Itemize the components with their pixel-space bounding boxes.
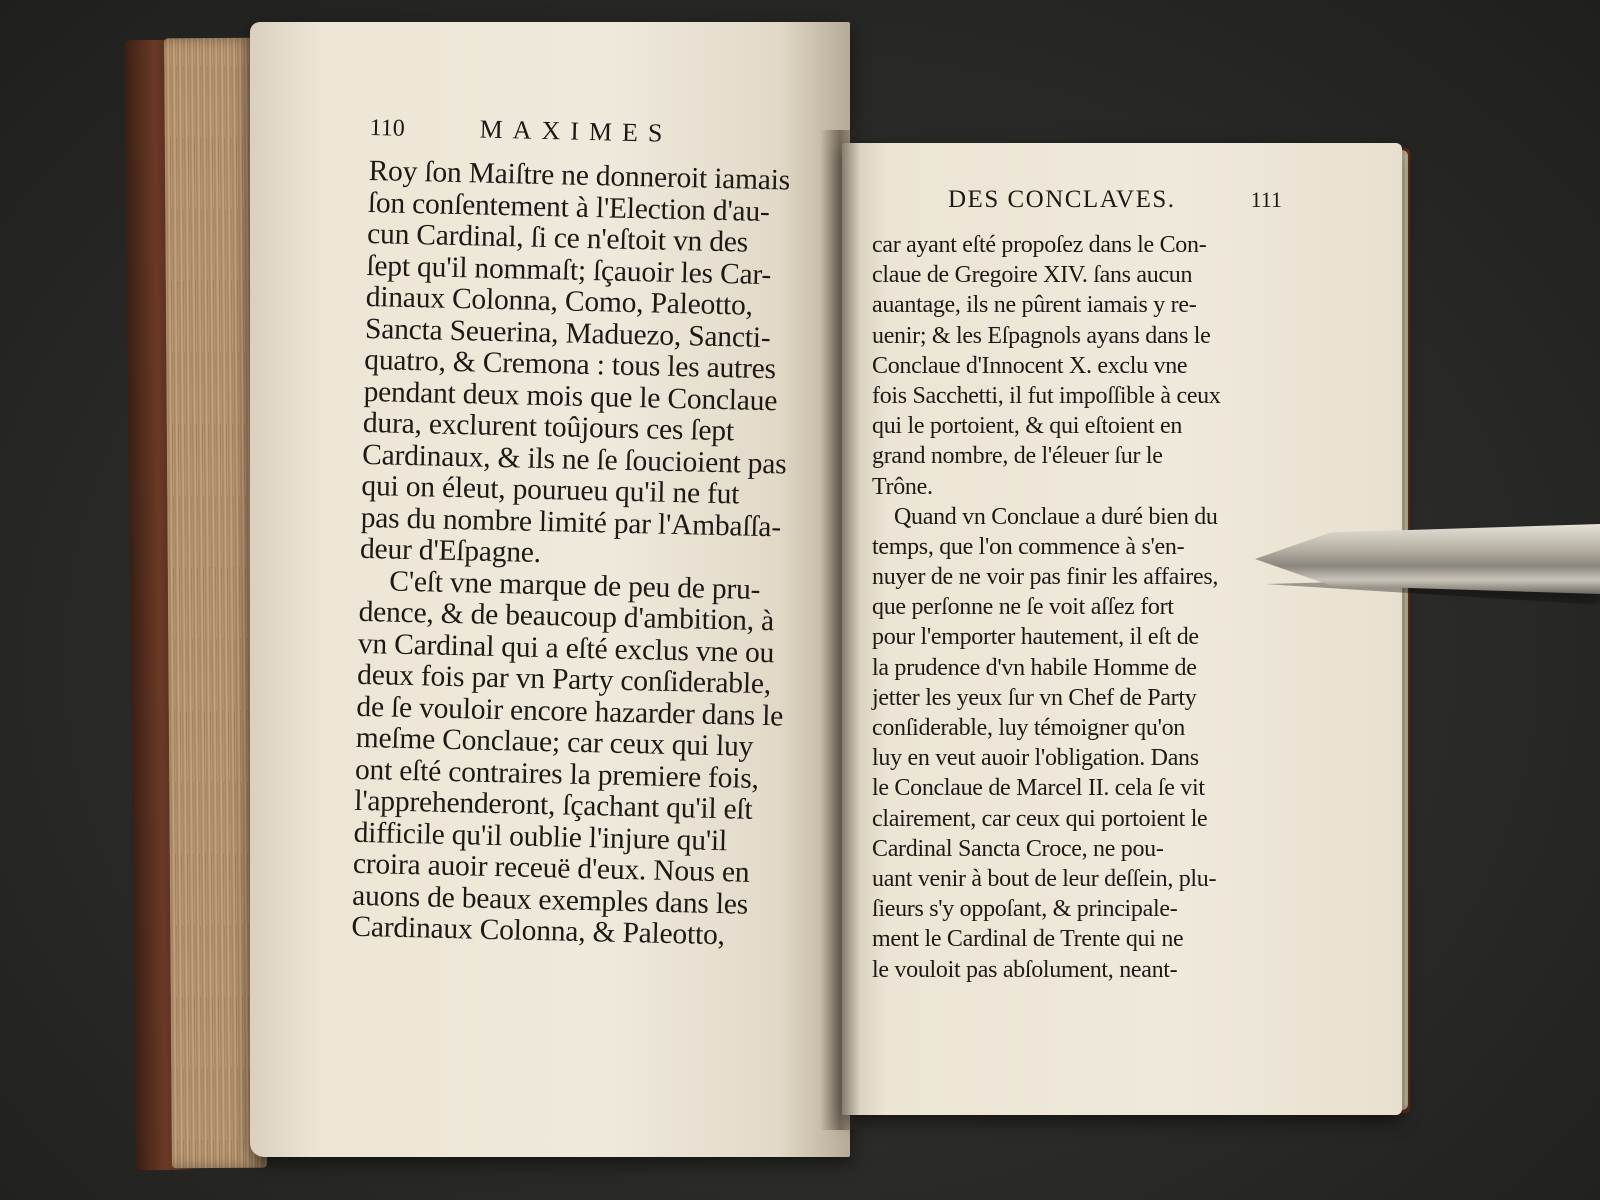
text-line: conſiderable, luy témoigner qu'on <box>872 715 1185 741</box>
text-line: ſieurs s'y oppoſant, & principale- <box>872 896 1178 923</box>
text-line: quatro, & Cremona : tous les autres <box>364 343 777 386</box>
text-line: claue de Gregoire XIV. ſans aucun <box>872 262 1193 289</box>
text-line: ſept qu'il nommaſt; ſçauoir les Car- <box>366 249 772 291</box>
text-line: cun Cardinal, ſi ce n'eſtoit vn des <box>366 217 749 259</box>
text-line: luy en veut auoir l'obligation. Dans <box>872 745 1199 772</box>
text-line: pour l'emporter hautement, il eſt de <box>872 624 1199 651</box>
text-line: grand nombre, de l'éleuer ſur le <box>872 443 1163 470</box>
text-line: ſon conſentement à l'Election d'au- <box>367 186 770 228</box>
text-line: jetter les yeux ſur vn Chef de Party <box>872 684 1197 711</box>
text-line: Sancta Seuerina, Maduezo, Sancti- <box>364 312 771 354</box>
text-line: dence, & de beaucoup d'ambition, à <box>358 595 775 638</box>
right-page-header <box>872 186 1282 230</box>
text-line: clairement, car ceux qui portoient le <box>872 805 1208 832</box>
left-page-body <box>351 156 819 954</box>
text-line: qui le portoient, & qui eſtoient en <box>872 413 1183 440</box>
text-line: Cardinaux Colonna, & Paleotto, <box>351 910 726 952</box>
text-line: nuyer de ne voir pas finir les affaires, <box>872 564 1219 591</box>
text-line: auons de beaux exemples dans les <box>351 879 749 921</box>
text-line: temps, que l'on commence à s'en- <box>872 533 1185 560</box>
text-line: Cardinaux, & ils ne ſe ſoucioient pas <box>361 438 787 481</box>
text-line: Quand vn Conclaue a duré bien du <box>894 503 1218 530</box>
text-line: meſme Conclaue; car ceux qui luy <box>355 721 754 763</box>
text-line: C'eſt vne marque de peu de pru- <box>389 565 761 606</box>
text-line: croira auoir receuë d'eux. Nous en <box>352 847 750 889</box>
text-line: auantage, ils ne pûrent iamais y re- <box>872 292 1197 319</box>
left-page-number: 110 <box>369 114 406 142</box>
right-page-text <box>872 186 1282 985</box>
text-line: Trône. <box>872 473 933 500</box>
right-page-body <box>872 230 1282 985</box>
text-line: vn Cardinal qui a eſté exclus vne ou <box>357 627 775 669</box>
text-line: l'apprehenderont, ſçachant qu'il eſt <box>354 784 753 826</box>
text-line: ment le Cardinal de Trente qui ne <box>872 926 1184 953</box>
text-line: ont eſté contraires la premiere fois, <box>354 753 760 795</box>
text-line: que perſonne ne ſe voit aſſez fort <box>872 594 1174 621</box>
text-line: car ayant eſté propoſez dans le Con- <box>872 232 1207 258</box>
text-line: pendant deux mois que le Conclaue <box>363 375 778 417</box>
text-line: Conclaue d'Innocent X. exclu vne <box>872 352 1188 379</box>
text-line: la prudence d'vn habile Homme de <box>872 654 1197 681</box>
text-line: qui on éleut, pourueu qu'il ne fut <box>361 469 740 511</box>
book-gutter <box>820 130 860 1130</box>
text-line: le Conclaue de Marcel II. cela ſe vit <box>872 775 1205 802</box>
text-line: le vouloit pas abſolument, neant- <box>872 956 1178 983</box>
text-line: deux fois par vn Party conſiderable, <box>356 658 772 701</box>
text-line: difficile qu'il oublie l'injure qu'il <box>353 816 728 857</box>
text-line: de ſe vouloir encore hazarder dans le <box>356 690 784 733</box>
text-line: dura, exclurent toûjours ces ſept <box>362 406 735 448</box>
text-line: fois Sacchetti, il fut impoſſible à ceux <box>872 382 1221 409</box>
text-line: deur d'Eſpagne. <box>359 532 542 569</box>
left-running-title: MAXIMES <box>479 114 673 148</box>
text-line: uenir; & les Eſpagnols ayans dans le <box>872 322 1211 349</box>
right-running-title: DES CONCLAVES. <box>948 186 1176 213</box>
text-line: dinaux Colonna, Como, Paleotto, <box>365 280 754 322</box>
left-page-text <box>351 112 820 953</box>
text-line: Roy ſon Maiſtre ne donneroit iamais <box>368 154 791 197</box>
right-page-number: 111 <box>1250 187 1282 212</box>
text-line: Cardinal Sancta Croce, ne pou- <box>872 835 1164 862</box>
text-line: pas du nombre limité par l'Ambaſſa- <box>360 501 782 543</box>
text-line: uant venir à bout de leur deſſein, plu- <box>872 865 1217 892</box>
